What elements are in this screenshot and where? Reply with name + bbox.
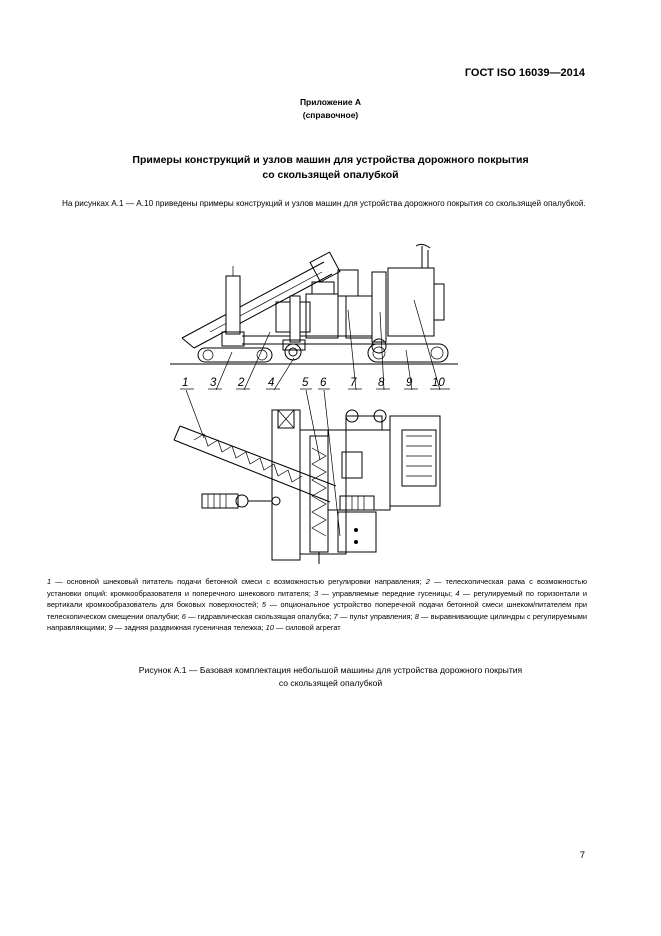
legend-text: телескопическая рама с возможностью установки опций: кромкообразователя и поперечного шнекового питателя; <box>47 577 587 598</box>
legend-text: пульт управления; <box>349 611 413 621</box>
side-view <box>170 244 458 364</box>
callout-3: 3 <box>210 377 217 389</box>
figure-legend: 1 — основной шнековый питатель подачи бетонной смеси с возможностью регулировки направления; 2 — телескопическая рама с возможностью установки опций: кромкообразователя и поперечного шнекового питателя; 3 — управляемые передние гусеницы; 4 — регулируемый по горизонтали и вертикали кромкообразователь для боковых поверхностей; 5 — опциональное устройство поперечной подачи бетонной смеси шнеком/питателем при телескопическом смещении опалубки; 6 — гидравлическая скользящая опалубка; 7 — пульт управления; 8 — выравнивающие цилиндры с регулируемыми направляющими; 9 — задняя раздвижная гусеничная тележка; 10 — силовой агрегат <box>47 577 588 633</box>
callout-4: 4 <box>268 377 275 389</box>
figure-caption-line2: со скользящей опалубкой <box>278 677 383 688</box>
legend-text: управляемые передние гусеницы; <box>332 588 453 598</box>
legend-num: 7 <box>333 611 338 621</box>
legend-text: опциональное устройство поперечной подачи бетонной смеси шнеком/питателем при телескопическом смещении опалубки; <box>47 600 588 621</box>
callout-5: 5 <box>302 377 309 389</box>
callout-8: 8 <box>378 377 385 389</box>
callout-6: 6 <box>320 377 327 389</box>
callout-10: 10 <box>432 377 445 389</box>
legend-num: 5 <box>261 600 266 610</box>
callout-2: 2 <box>238 377 245 389</box>
section-title <box>60 153 601 183</box>
legend-text: выравнивающие цилиндры с регулируемыми направляющими; <box>47 611 588 633</box>
legend-text: силовой агрегат <box>285 623 341 633</box>
legend-text: регулируемый по горизонтали и вертикали кромкообразователь для боковых поверхностей; <box>47 588 587 610</box>
legend-num: 2 <box>425 577 430 586</box>
appendix-title: Приложение А <box>299 97 362 107</box>
legend-num: 10 <box>265 623 274 633</box>
appendix-subtitle: (справочное) <box>302 110 359 120</box>
legend-num: 6 <box>181 611 186 621</box>
legend-text: основной шнековый питатель подачи бетонной смеси с возможностью регулировки направления; <box>66 577 422 586</box>
legend-num: 3 <box>314 588 319 598</box>
legend-num: 9 <box>108 623 113 633</box>
standard-header: ГОСТ ISO 16039—2014 <box>464 67 585 79</box>
legend-text: гидравлическая скользящая опалубка; <box>197 611 332 621</box>
legend-num: 8 <box>414 611 419 621</box>
top-view <box>174 410 440 564</box>
callout-1: 1 <box>182 377 189 389</box>
callout-9: 9 <box>406 377 413 389</box>
page-number: 7 <box>579 850 585 861</box>
figure-caption <box>0 664 661 689</box>
callout-7: 7 <box>350 377 357 389</box>
legend-num: 4 <box>455 588 460 598</box>
leader-lines <box>186 300 440 536</box>
section-title-line2: со скользящей опалубкой <box>262 169 399 181</box>
figure-caption-line1: Рисунок А.1 — Базовая комплектация небольшой машины для устройства дорожного покрытия <box>138 665 523 675</box>
intro-paragraph: На рисунках А.1 — А.10 приведены примеры конструкций и узлов машин для устройства дорожного покрытия со скользящей опалубкой. <box>62 199 586 208</box>
machine-drawing <box>150 240 470 570</box>
legend-num: 1 <box>47 577 52 586</box>
legend-text: задняя раздвижная гусеничная тележка; <box>124 623 264 633</box>
section-title-line1: Примеры конструкций и узлов машин для устройства дорожного покрытия <box>132 154 529 166</box>
